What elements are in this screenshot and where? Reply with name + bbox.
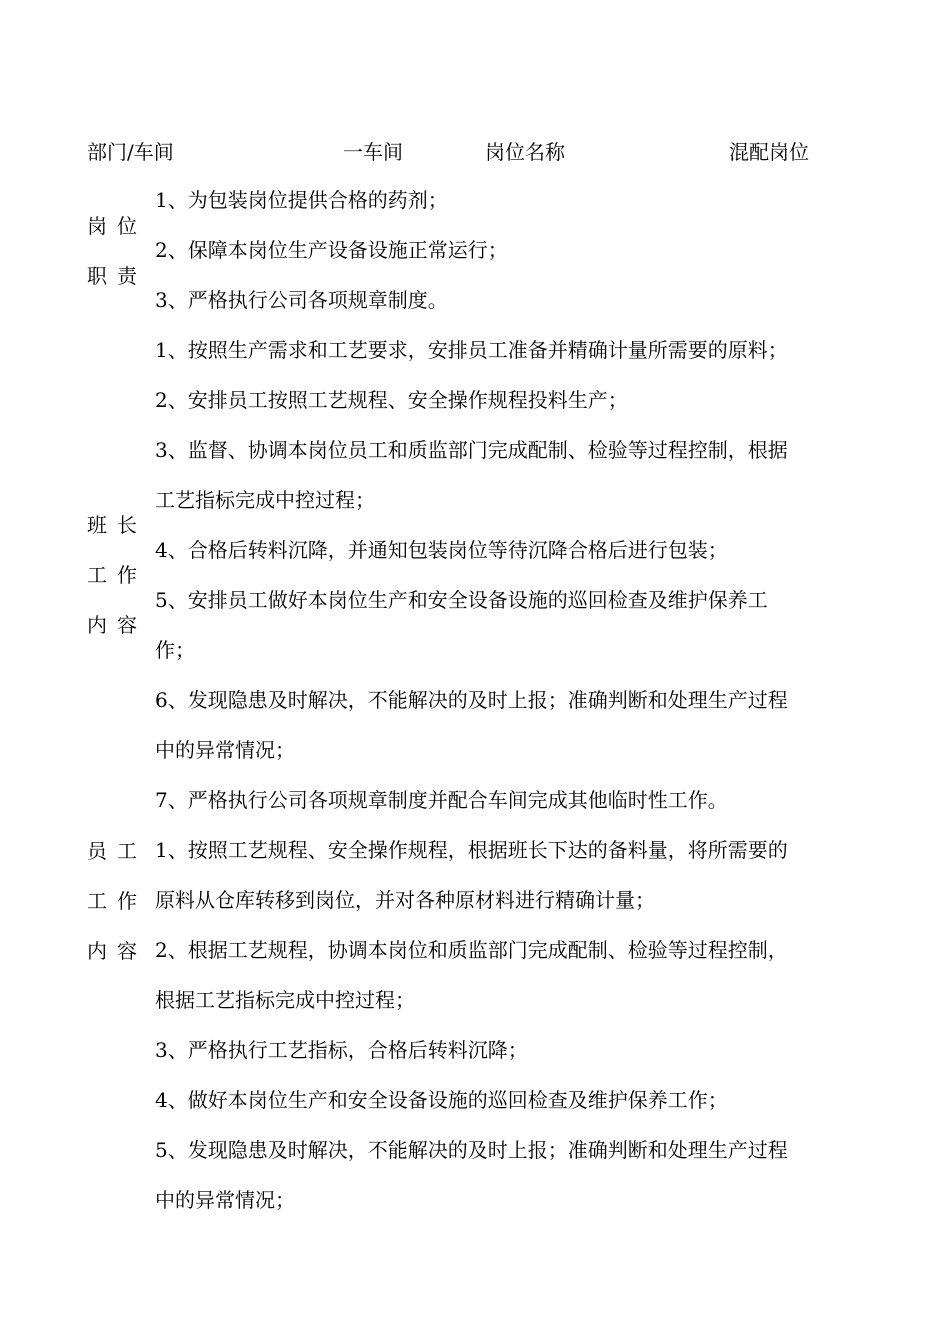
leader-work-line: 3、监督、协调本岗位员工和质监部门完成配制、检验等过程控制，根据 (155, 438, 788, 462)
leader-work-line: 7、严格执行公司各项规章制度并配合车间完成其他临时性工作。 (155, 788, 728, 812)
leader-work-label-line-3: 内容 (87, 613, 147, 637)
staff-work-line: 中的异常情况； (155, 1188, 295, 1212)
dept-label: 部门/车间 (87, 140, 174, 164)
responsibilities-label-line-1: 岗位 (87, 214, 147, 238)
leader-work-line: 中的异常情况； (155, 738, 295, 762)
header-row (0, 137, 950, 167)
post-name-label: 岗位名称 (485, 140, 565, 164)
leader-work-line: 1、按照生产需求和工艺要求，安排员工准备并精确计量所需要的原料； (155, 338, 788, 362)
staff-work-line: 3、严格执行工艺指标，合格后转料沉降； (155, 1038, 528, 1062)
responsibility-item: 2、保障本岗位生产设备设施正常运行； (155, 238, 508, 262)
staff-work-line: 5、发现隐患及时解决，不能解决的及时上报；准确判断和处理生产过程 (155, 1138, 788, 1162)
staff-work-line: 1、按照工艺规程、安全操作规程，根据班长下达的备料量，将所需要的 (155, 838, 788, 862)
staff-work-list (155, 825, 867, 1225)
responsibilities-label-line-2: 职责 (87, 264, 147, 288)
leader-work-label-line-2: 工作 (87, 563, 147, 587)
staff-work-label-line-2: 工作 (87, 889, 147, 913)
leader-work-label-line-1: 班长 (87, 513, 147, 537)
post-name-value: 混配岗位 (729, 140, 809, 164)
staff-work-line: 4、做好本岗位生产和安全设备设施的巡回检查及维护保养工作； (155, 1088, 728, 1112)
staff-work-label (87, 826, 147, 976)
staff-work-line: 2、根据工艺规程，协调本岗位和质监部门完成配制、检验等过程控制， (155, 938, 788, 962)
dept-value: 一车间 (343, 140, 403, 164)
staff-work-line: 根据工艺指标完成中控过程； (155, 988, 415, 1012)
responsibilities-list (155, 175, 867, 325)
leader-work-line: 5、安排员工做好本岗位生产和安全设备设施的巡回检查及维护保养工 (155, 588, 768, 612)
leader-work-line: 作； (155, 638, 195, 662)
responsibilities-label (87, 201, 147, 301)
leader-work-line: 工艺指标完成中控过程； (155, 488, 375, 512)
leader-work-line: 2、安排员工按照工艺规程、安全操作规程投料生产； (155, 388, 628, 412)
staff-work-label-line-1: 员工 (87, 839, 147, 863)
staff-work-label-line-3: 内容 (87, 939, 147, 963)
leader-work-line: 6、发现隐患及时解决，不能解决的及时上报；准确判断和处理生产过程 (155, 688, 788, 712)
responsibility-item: 1、为包装岗位提供合格的药剂； (155, 188, 448, 212)
staff-work-line: 原料从仓库转移到岗位，并对各种原材料进行精确计量； (155, 888, 655, 912)
responsibility-item: 3、严格执行公司各项规章制度。 (155, 288, 448, 312)
leader-work-line: 4、合格后转料沉降，并通知包装岗位等待沉降合格后进行包装； (155, 538, 728, 562)
leader-work-list (155, 325, 867, 825)
leader-work-label (87, 500, 147, 650)
